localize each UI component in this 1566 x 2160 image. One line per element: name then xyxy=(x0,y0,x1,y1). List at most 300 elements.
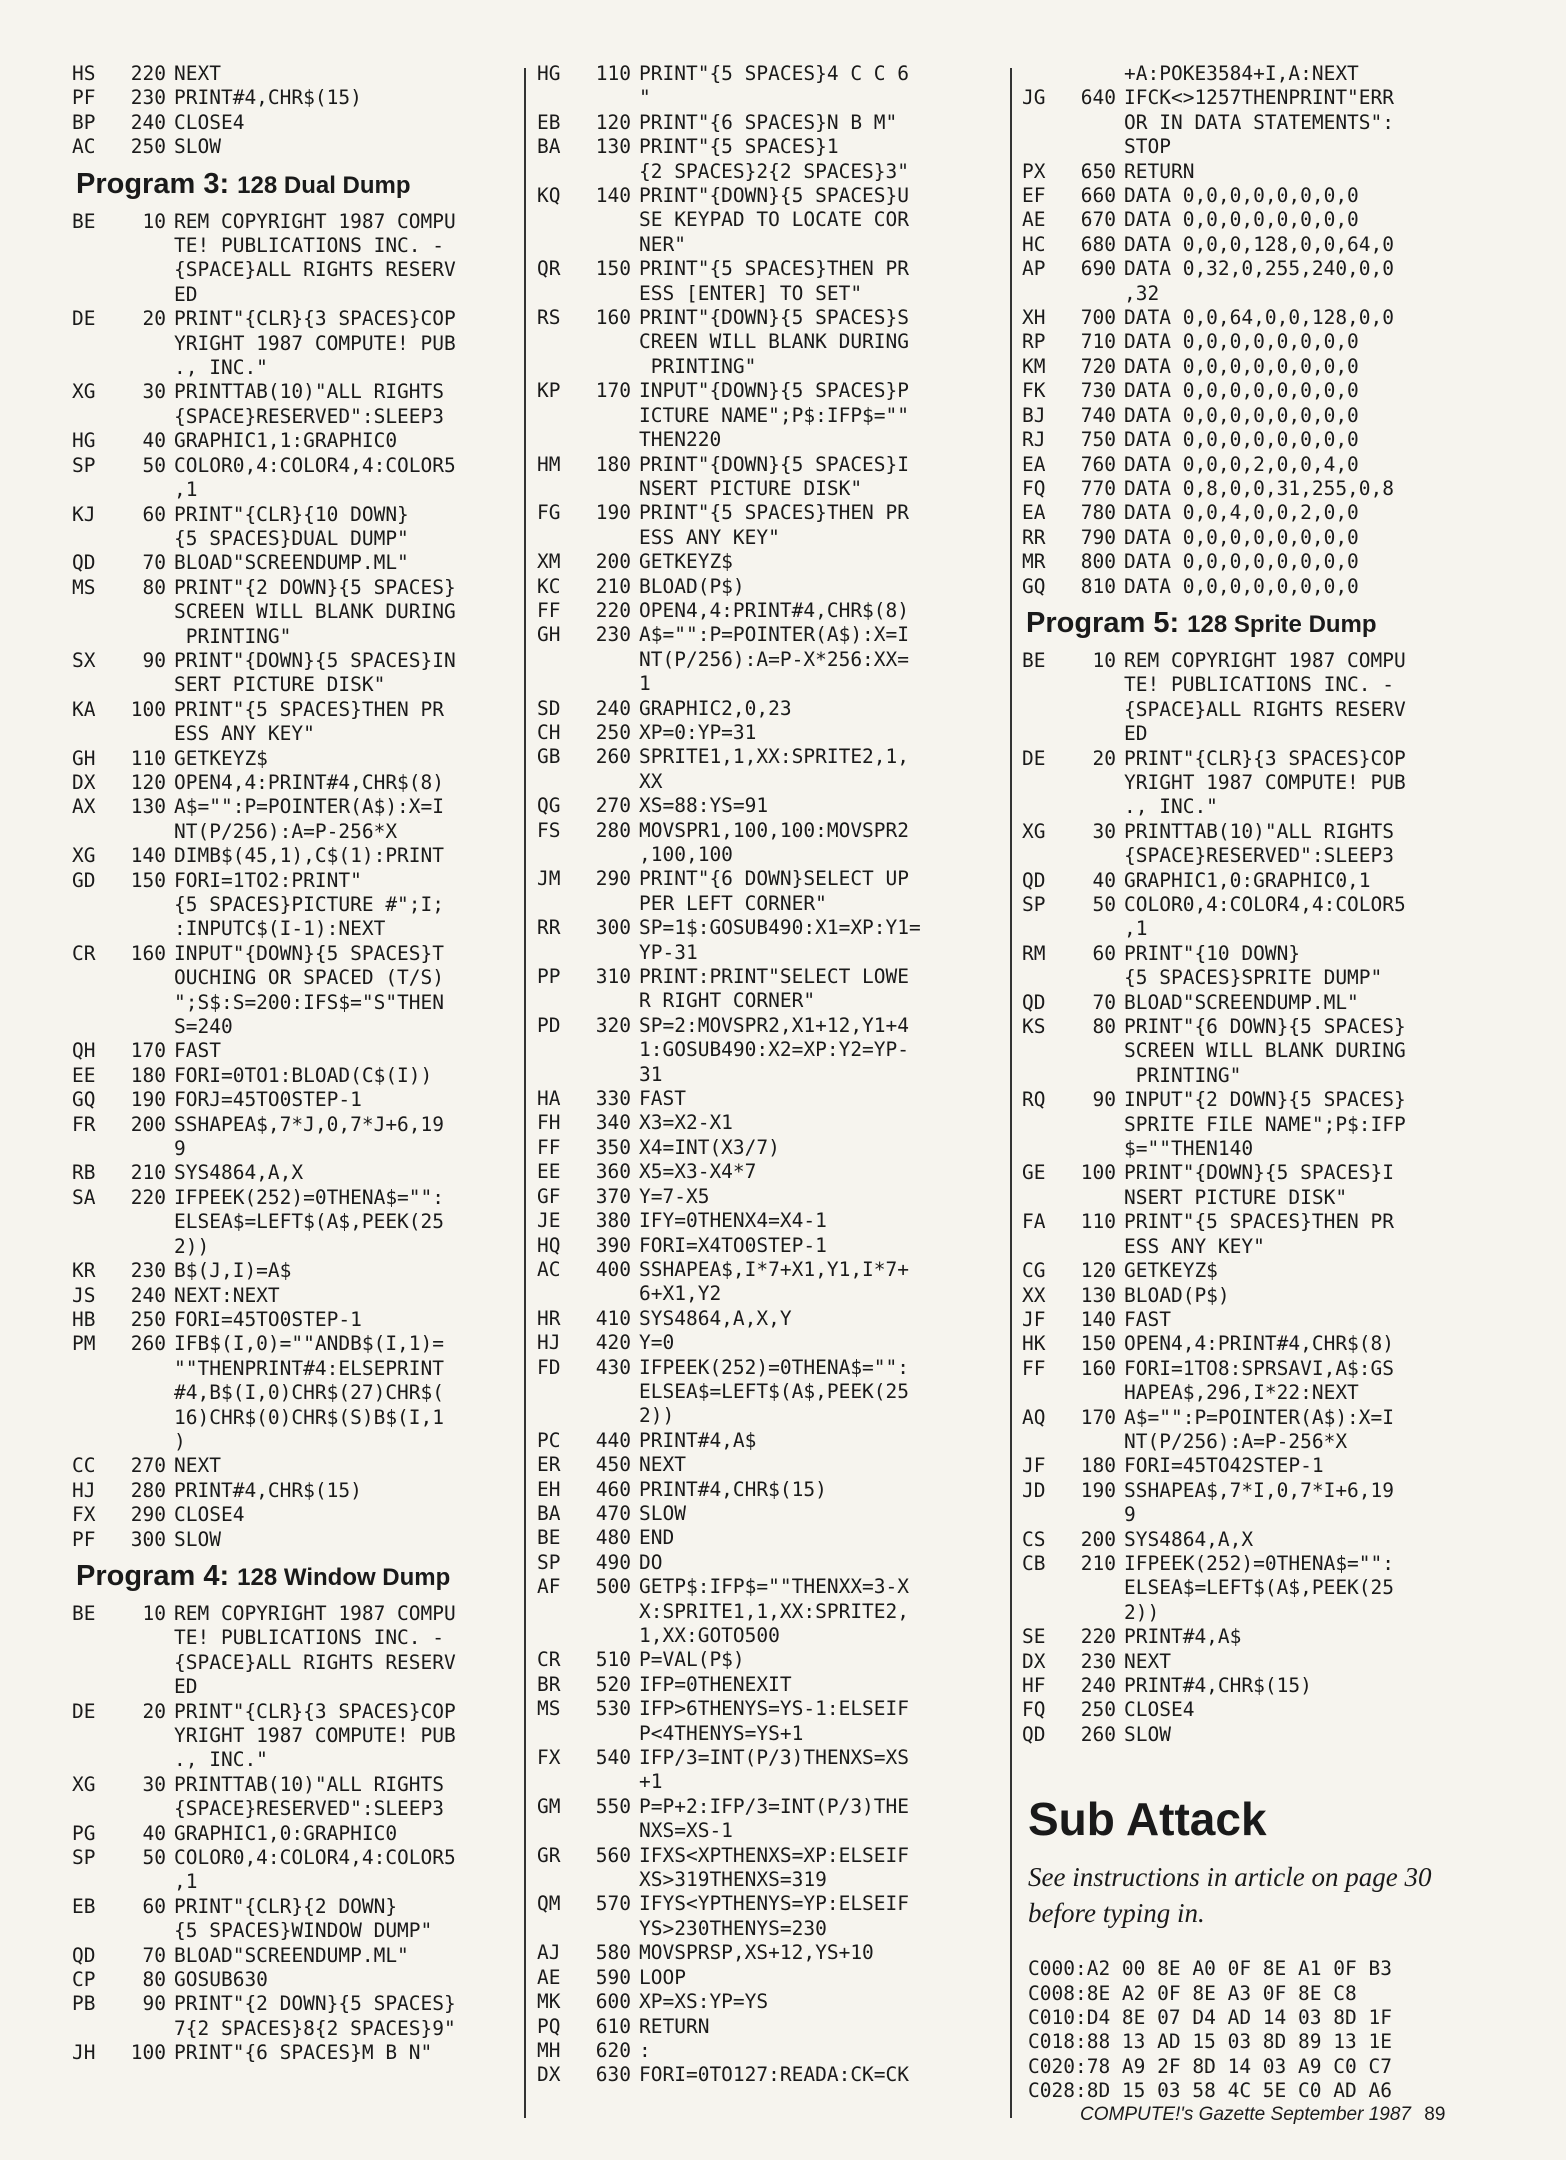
code-text: FAST xyxy=(639,1087,686,1111)
issue-date: September 1987 xyxy=(1270,2104,1412,2125)
line-number: 190 xyxy=(595,501,631,525)
line-number: 60 xyxy=(142,1894,166,1918)
checksum-code: AF xyxy=(537,1575,561,1599)
code-text: ,100,100 xyxy=(639,843,733,866)
code-line xyxy=(1022,526,1500,550)
code-line xyxy=(1022,942,1500,966)
code-line xyxy=(537,1160,1005,1184)
code-line xyxy=(537,1770,1005,1794)
code-text: PRINT:PRINT"SELECT LOWE xyxy=(639,965,910,989)
code-line xyxy=(1022,1235,1500,1259)
code-text: SYS4864,A,X xyxy=(1124,1527,1254,1551)
publication-name: COMPUTE!'s Gazette xyxy=(1080,2104,1266,2125)
checksum-code: CG xyxy=(1022,1259,1046,1283)
hex-dump-line: C018:88 13 AD 15 03 8D 89 13 1E xyxy=(1028,2030,1392,2054)
line-number: 230 xyxy=(595,623,631,647)
code-line xyxy=(72,551,512,575)
code-text: PRINTTAB(10)"ALL RIGHTS xyxy=(174,1772,445,1796)
code-text: ELSEA$=LEFT$(A$,PEEK(25 xyxy=(1124,1576,1395,1600)
line-number: 790 xyxy=(1080,525,1116,549)
code-text: GRAPHIC1,0:GRAPHIC0 xyxy=(174,1821,398,1845)
line-number: 520 xyxy=(595,1672,631,1696)
code-text: XS=88:YS=91 xyxy=(639,794,769,818)
code-line xyxy=(72,135,512,159)
code-line xyxy=(1022,1284,1500,1308)
checksum-code: AC xyxy=(537,1257,561,1281)
line-number: 130 xyxy=(130,795,166,819)
code-text: GRAPHIC1,0:GRAPHIC0,1 xyxy=(1124,868,1371,892)
code-line xyxy=(537,1014,1005,1038)
code-text: {5 SPACES}PICTURE #";I; xyxy=(174,893,445,916)
code-text: ELSEA$=LEFT$(A$,PEEK(25 xyxy=(639,1379,910,1403)
line-number: 770 xyxy=(1080,476,1116,500)
code-line xyxy=(72,942,512,966)
line-number: 340 xyxy=(595,1111,631,1135)
code-line xyxy=(1022,184,1500,208)
code-text: PRINT"{DOWN}{5 SPACES}I xyxy=(1124,1161,1395,1185)
checksum-code: HJ xyxy=(537,1331,561,1355)
line-number: 630 xyxy=(595,2063,631,2087)
code-text: XX xyxy=(639,769,663,793)
code-line xyxy=(1022,62,1500,86)
code-text: ED xyxy=(174,1675,198,1699)
code-line xyxy=(1022,86,1500,110)
checksum-code: FQ xyxy=(1022,476,1046,500)
checksum-code: QM xyxy=(537,1892,561,1916)
code-line xyxy=(537,330,1005,354)
checksum-code: RS xyxy=(537,306,561,330)
checksum-code: GM xyxy=(537,1794,561,1818)
checksum-code: PP xyxy=(537,965,561,989)
code-text: PRINTTAB(10)"ALL RIGHTS xyxy=(1124,819,1395,843)
code-text: 2)) xyxy=(1124,1600,1160,1624)
code-text: DIMB$(45,1),C$(1):PRINT xyxy=(174,844,445,868)
code-line xyxy=(1022,1601,1500,1625)
code-text: TE! PUBLICATIONS INC. - xyxy=(1124,673,1395,697)
code-line xyxy=(1022,1430,1500,1454)
code-text: X5=X3-X4*7 xyxy=(639,1160,757,1184)
code-text: CLOSE4 xyxy=(1124,1698,1195,1722)
checksum-code: JD xyxy=(1022,1478,1046,1502)
line-number: 570 xyxy=(595,1892,631,1916)
line-number: 700 xyxy=(1080,306,1116,330)
code-text: 31 xyxy=(639,1062,663,1086)
code-line xyxy=(72,991,512,1015)
code-text: SP=2:MOVSPR2,X1+12,Y1+4 xyxy=(639,1013,910,1037)
line-number: 10 xyxy=(142,1601,166,1625)
checksum-code: XG xyxy=(72,380,96,404)
line-number: 300 xyxy=(595,916,631,940)
line-number: 210 xyxy=(130,1161,166,1185)
code-line xyxy=(537,1868,1005,1892)
code-text: {2 SPACES}2{2 SPACES}3" xyxy=(639,159,910,183)
code-line xyxy=(537,404,1005,428)
hex-dump-line: C008:8E A2 0F 8E A3 0F 8E C8 xyxy=(1028,1981,1357,2005)
code-text: 6+X1,Y2 xyxy=(639,1282,722,1306)
code-text: SP=1$:GOSUB490:X1=XP:Y1= xyxy=(639,916,921,940)
hex-dump-line: C028:8D 15 03 58 4C 5E C0 AD A6 xyxy=(1028,2079,1392,2103)
code-line xyxy=(537,160,1005,184)
checksum-code: KP xyxy=(537,379,561,403)
code-text: 9 xyxy=(1124,1503,1136,1527)
code-text: {SPACE}ALL RIGHTS RESERV xyxy=(174,1650,456,1674)
code-text: ESS ANY KEY" xyxy=(639,525,780,549)
code-line xyxy=(1022,966,1500,990)
code-line xyxy=(537,575,1005,599)
checksum-code: RJ xyxy=(1022,428,1046,452)
code-line xyxy=(537,819,1005,843)
code-line xyxy=(72,86,512,110)
code-line xyxy=(537,1380,1005,1404)
line-number: 360 xyxy=(595,1160,631,1184)
checksum-code: ER xyxy=(537,1453,561,1477)
hex-dump-line: C010:D4 8E 07 D4 AD 14 03 8D 1F xyxy=(1028,2006,1392,2030)
line-number: 230 xyxy=(130,1259,166,1283)
code-text: IFPEEK(252)=0THENA$="": xyxy=(639,1355,910,1379)
checksum-code: DX xyxy=(72,770,96,794)
code-text: DATA 0,0,0,0,0,0,0,0 xyxy=(1124,379,1359,403)
code-text: PRINT#4,A$ xyxy=(1124,1625,1242,1649)
code-line xyxy=(72,210,512,234)
code-line xyxy=(537,1697,1005,1721)
code-line xyxy=(537,892,1005,916)
checksum-code: JF xyxy=(1022,1307,1046,1331)
code-text: RETURN xyxy=(639,2014,710,2038)
line-number: 120 xyxy=(1080,1259,1116,1283)
line-number: 100 xyxy=(1080,1161,1116,1185)
code-line xyxy=(537,867,1005,891)
checksum-code: EB xyxy=(537,110,561,134)
code-line xyxy=(537,550,1005,574)
code-text: GRAPHIC1,1:GRAPHIC0 xyxy=(174,429,398,453)
checksum-code: RQ xyxy=(1022,1088,1046,1112)
code-line xyxy=(537,257,1005,281)
code-text: ESS ANY KEY" xyxy=(174,722,315,746)
code-line xyxy=(72,600,512,624)
checksum-code: SP xyxy=(1022,893,1046,916)
code-text: BLOAD"SCREENDUMP.ML" xyxy=(174,1943,409,1967)
code-text: SYS4864,A,X xyxy=(174,1161,304,1185)
line-number: 220 xyxy=(595,598,631,622)
checksum-code: PX xyxy=(1022,159,1046,183)
column-rule-right xyxy=(1010,68,1012,2118)
checksum-code: KQ xyxy=(537,184,561,208)
checksum-code: QD xyxy=(1022,990,1046,1014)
code-text: PRINT"{CLR}{3 SPACES}COP xyxy=(174,307,456,331)
code-text: " xyxy=(639,86,651,110)
code-text: 1:GOSUB490:X2=XP:Y2=YP- xyxy=(639,1038,910,1062)
code-line xyxy=(72,1406,512,1430)
line-number: 730 xyxy=(1080,379,1116,403)
checksum-code: EE xyxy=(72,1063,96,1087)
program-number: Program 3: xyxy=(76,167,230,200)
code-line xyxy=(537,1648,1005,1672)
code-text: : xyxy=(639,2038,651,2062)
checksum-code: MR xyxy=(1022,550,1046,574)
code-text: 1 xyxy=(639,672,651,696)
code-text: DATA 0,0,0,0,0,0,0,0 xyxy=(1124,525,1359,549)
checksum-code: HA xyxy=(537,1087,561,1111)
checksum-code: PG xyxy=(72,1821,96,1845)
code-line xyxy=(537,208,1005,232)
line-number: 390 xyxy=(595,1233,631,1257)
code-text: FAST xyxy=(1124,1307,1171,1331)
checksum-code: RP xyxy=(1022,330,1046,354)
code-line xyxy=(537,1063,1005,1087)
code-line xyxy=(537,1551,1005,1575)
code-text: DATA 0,0,0,128,0,0,64,0 xyxy=(1124,232,1395,256)
code-line xyxy=(72,454,512,478)
code-line xyxy=(1022,698,1500,722)
line-number: 120 xyxy=(130,770,166,794)
code-text: DATA 0,32,0,255,240,0,0 xyxy=(1124,257,1395,281)
code-line xyxy=(1022,453,1500,477)
checksum-code: PQ xyxy=(537,2014,561,2038)
hex-dump-line: C000:A2 00 8E A0 0F 8E A1 0F B3 xyxy=(1028,1957,1392,1981)
code-line xyxy=(72,1944,512,1968)
line-number: 10 xyxy=(142,209,166,233)
code-line xyxy=(1022,893,1500,917)
code-text: X3=X2-X1 xyxy=(639,1111,733,1135)
checksum-code: BP xyxy=(72,110,96,134)
line-number: 710 xyxy=(1080,330,1116,354)
line-number: 200 xyxy=(595,550,631,574)
code-text: YRIGHT 1987 COMPUTE! PUB xyxy=(174,331,456,355)
code-line xyxy=(72,1992,512,2016)
line-number: 30 xyxy=(142,380,166,404)
code-text: {SPACE}RESERVED":SLEEP3 xyxy=(174,1797,445,1821)
code-line xyxy=(72,1528,512,1552)
checksum-code: BE xyxy=(72,1601,96,1625)
code-text: 7{2 SPACES}8{2 SPACES}9" xyxy=(174,2016,456,2040)
line-number: 600 xyxy=(595,1990,631,2014)
line-number: 130 xyxy=(595,135,631,159)
column-left xyxy=(72,62,512,2066)
code-line xyxy=(537,672,1005,696)
code-line xyxy=(72,527,512,551)
code-line xyxy=(537,428,1005,452)
code-line xyxy=(72,1968,512,1992)
code-line xyxy=(72,307,512,331)
code-text: {5 SPACES}DUAL DUMP" xyxy=(174,526,409,550)
code-line xyxy=(72,1822,512,1846)
code-text: PRINT"{CLR}{3 SPACES}COP xyxy=(1124,746,1406,770)
code-text: SLOW xyxy=(639,1501,686,1525)
code-line xyxy=(72,332,512,356)
code-text: IFP/3=INT(P/3)THENXS=XS xyxy=(639,1746,910,1770)
line-number: 70 xyxy=(142,551,166,575)
checksum-code: BE xyxy=(1022,648,1046,672)
checksum-code: FA xyxy=(1022,1210,1046,1234)
code-line xyxy=(1022,1454,1500,1478)
code-line xyxy=(537,941,1005,965)
code-text: PRINT"{2 DOWN}{5 SPACES} xyxy=(174,1992,456,2016)
code-text: ., INC." xyxy=(174,356,268,380)
code-line xyxy=(72,698,512,722)
code-text: COLOR0,4:COLOR4,4:COLOR5 xyxy=(174,453,456,477)
line-number: 180 xyxy=(1080,1454,1116,1478)
code-text: P=P+2:IFP/3=INT(P/3)THE xyxy=(639,1794,910,1818)
code-text: PRINT"{5 SPACES}THEN PR xyxy=(1124,1210,1395,1234)
checksum-code: XG xyxy=(1022,819,1046,843)
checksum-code: JH xyxy=(72,2041,96,2065)
code-text: SSHAPEA$,7*I,0,7*I+6,19 xyxy=(1124,1478,1395,1502)
code-line xyxy=(537,1844,1005,1868)
code-text: PRINT"{CLR}{3 SPACES}COP xyxy=(174,1699,456,1723)
line-number: 680 xyxy=(1080,232,1116,256)
line-number: 480 xyxy=(595,1526,631,1550)
code-line xyxy=(1022,550,1500,574)
code-text: INPUT"{DOWN}{5 SPACES}T xyxy=(174,941,445,965)
code-line xyxy=(537,1502,1005,1526)
code-text: DATA 0,0,0,0,0,0,0,0 xyxy=(1124,330,1359,354)
code-text: {SPACE}ALL RIGHTS RESERV xyxy=(174,258,456,282)
line-number: 510 xyxy=(595,1648,631,1672)
line-number: 580 xyxy=(595,1941,631,1965)
code-text: YRIGHT 1987 COMPUTE! PUB xyxy=(1124,770,1406,794)
code-line xyxy=(72,1748,512,1772)
code-text: NXS=XS-1 xyxy=(639,1819,733,1843)
code-text: PRINT"{6 DOWN}{5 SPACES} xyxy=(1124,1015,1406,1039)
line-number: 230 xyxy=(1080,1649,1116,1673)
code-line xyxy=(1022,917,1500,941)
code-line xyxy=(1022,501,1500,525)
checksum-code: BJ xyxy=(1022,403,1046,427)
code-text: SLOW xyxy=(174,135,221,159)
checksum-code: SA xyxy=(72,1185,96,1209)
code-text: B$(J,I)=A$ xyxy=(174,1259,292,1283)
checksum-code: GE xyxy=(1022,1161,1046,1185)
code-line xyxy=(537,1990,1005,2014)
code-line xyxy=(537,1185,1005,1209)
code-text: BLOAD"SCREENDUMP.ML" xyxy=(174,551,409,575)
checksum-code: SX xyxy=(72,648,96,672)
checksum-code: AE xyxy=(1022,208,1046,232)
code-line xyxy=(537,2039,1005,2063)
code-line xyxy=(537,623,1005,647)
code-text: {SPACE}ALL RIGHTS RESERV xyxy=(1124,697,1406,721)
page-number: 89 xyxy=(1424,2104,1446,2125)
code-line xyxy=(1022,991,1500,1015)
code-line xyxy=(1022,1015,1500,1039)
code-line xyxy=(72,1064,512,1088)
code-line xyxy=(72,747,512,771)
line-number: 150 xyxy=(1080,1332,1116,1356)
line-number: 420 xyxy=(595,1331,631,1355)
checksum-code: HK xyxy=(1022,1332,1046,1356)
code-text: NT(P/256):A=P-256*X xyxy=(174,819,398,843)
code-line xyxy=(537,2063,1005,2087)
checksum-code: GB xyxy=(537,745,561,769)
code-line xyxy=(72,1235,512,1259)
line-number: 650 xyxy=(1080,159,1116,183)
code-line xyxy=(537,770,1005,794)
line-number: 250 xyxy=(130,1307,166,1331)
checksum-code: GR xyxy=(537,1843,561,1867)
hex-dump-line: C020:78 A9 2F 8D 14 03 A9 C0 C7 xyxy=(1028,2054,1392,2078)
code-line xyxy=(537,1136,1005,1160)
code-line xyxy=(72,1602,512,1626)
checksum-code: PF xyxy=(72,1527,96,1551)
checksum-code: FK xyxy=(1022,379,1046,403)
checksum-code: JS xyxy=(72,1283,96,1307)
code-line xyxy=(1022,1479,1500,1503)
code-text: SSHAPEA$,7*J,0,7*J+6,19 xyxy=(174,1112,445,1136)
code-text: PRINT"{5 SPACES}4 C C 6 xyxy=(639,62,910,85)
line-number: 240 xyxy=(130,1283,166,1307)
code-text: Y=7-X5 xyxy=(639,1184,710,1208)
line-number: 300 xyxy=(130,1527,166,1551)
line-number: 70 xyxy=(142,1943,166,1967)
checksum-code: HC xyxy=(1022,232,1046,256)
checksum-code: KC xyxy=(537,574,561,598)
code-line xyxy=(72,1113,512,1137)
code-text: ,1 xyxy=(174,1870,198,1894)
code-line xyxy=(72,1700,512,1724)
line-number: 140 xyxy=(595,184,631,208)
code-text: PRINTING" xyxy=(639,354,757,378)
code-text: ICTURE NAME";P$:IFP$="" xyxy=(639,403,910,427)
line-number: 90 xyxy=(1092,1088,1116,1112)
code-line xyxy=(537,1331,1005,1355)
checksum-code: PM xyxy=(72,1332,96,1356)
code-text: PRINTTAB(10)"ALL RIGHTS xyxy=(174,380,445,404)
checksum-code: JF xyxy=(1022,1454,1046,1478)
code-line xyxy=(1022,1357,1500,1381)
checksum-code: FX xyxy=(72,1503,96,1527)
code-line xyxy=(72,1332,512,1356)
code-text: SERT PICTURE DISK" xyxy=(174,673,386,697)
checksum-code: FD xyxy=(537,1355,561,1379)
code-text: YRIGHT 1987 COMPUTE! PUB xyxy=(174,1724,456,1747)
code-text: DATA 0,0,0,0,0,0,0,0 xyxy=(1124,574,1359,598)
code-text: PRINT"{CLR}{2 DOWN} xyxy=(174,1894,398,1918)
code-text: SPRITE1,1,XX:SPRITE2,1, xyxy=(639,745,910,769)
line-number: 760 xyxy=(1080,452,1116,476)
line-number: 220 xyxy=(130,62,166,85)
checksum-code: DE xyxy=(72,1699,96,1723)
code-line xyxy=(72,1919,512,1943)
checksum-code: QD xyxy=(72,1943,96,1967)
code-text: GETKEYZ$ xyxy=(1124,1259,1218,1283)
checksum-code: QG xyxy=(537,794,561,818)
code-line xyxy=(537,1038,1005,1062)
code-text: PRINT"{5 SPACES}1 xyxy=(639,135,839,159)
checksum-code: HF xyxy=(1022,1674,1046,1697)
code-line xyxy=(1022,1186,1500,1210)
line-number: 60 xyxy=(1092,941,1116,965)
line-number: 190 xyxy=(1080,1478,1116,1502)
code-line xyxy=(1022,1698,1500,1722)
line-number: 110 xyxy=(595,62,631,85)
code-text: FORJ=45TO0STEP-1 xyxy=(174,1088,362,1112)
checksum-code: EF xyxy=(1022,184,1046,208)
line-number: 350 xyxy=(595,1135,631,1159)
code-text: OPEN4,4:PRINT#4,CHR$(8) xyxy=(1124,1332,1395,1356)
code-line xyxy=(1022,233,1500,257)
code-line xyxy=(1022,1259,1500,1283)
checksum-code: EH xyxy=(537,1477,561,1501)
line-number: 20 xyxy=(142,307,166,331)
code-text: BLOAD(P$) xyxy=(639,574,745,598)
code-text: IFPEEK(252)=0THENA$="": xyxy=(174,1185,445,1209)
line-number: 210 xyxy=(1080,1551,1116,1575)
code-text: X:SPRITE1,1,XX:SPRITE2, xyxy=(639,1599,910,1623)
code-line xyxy=(537,1453,1005,1477)
code-line xyxy=(1022,1308,1500,1332)
line-number: 50 xyxy=(1092,893,1116,916)
code-text: NEXT xyxy=(1124,1649,1171,1673)
